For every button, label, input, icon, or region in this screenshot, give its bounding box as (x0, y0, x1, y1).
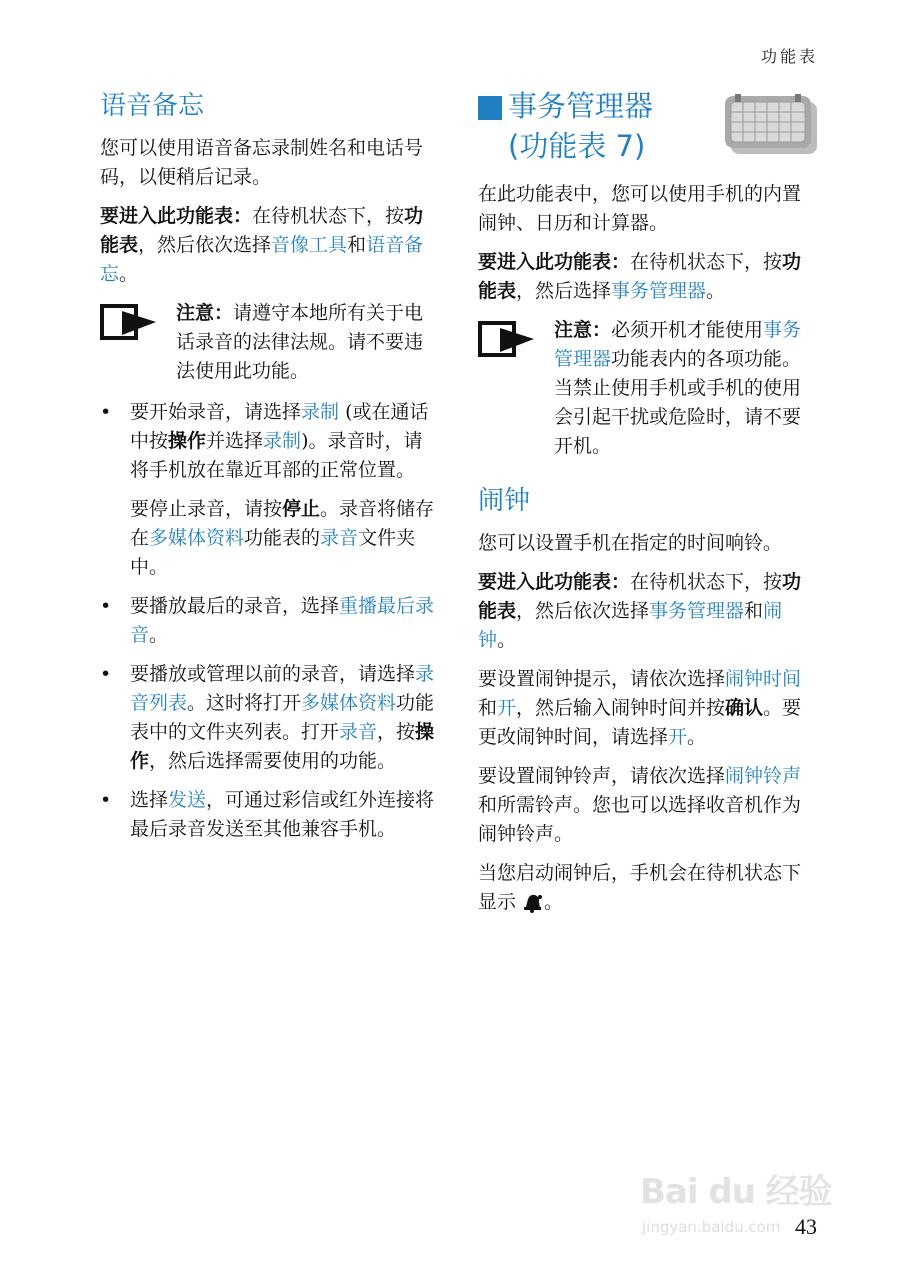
text: ，按 (377, 721, 416, 743)
text: ，然后依次选择 (516, 600, 650, 622)
note-label: 注意： (176, 302, 234, 324)
link-voice-memo[interactable]: 语音备忘 (100, 234, 424, 285)
text: ，然后依次选择 (138, 234, 272, 256)
text: 要播放或管理以前的录音，请选择 (130, 663, 416, 685)
stop-recording-text (100, 495, 440, 582)
link-organizer[interactable]: 事务管理器 (649, 600, 745, 622)
link-send[interactable]: 发送 (168, 789, 207, 811)
text: 并选择 (206, 430, 264, 452)
voice-memo-list-2 (100, 592, 440, 844)
link-media-tools[interactable]: 音像工具 (271, 234, 348, 256)
menu-key: 功能表 (478, 251, 802, 302)
alarm-set-time (478, 665, 818, 752)
page-header: 功能表 (760, 47, 818, 66)
text: 文件夹中。 (130, 527, 416, 578)
enter-menu-label: 要进入此功能表： (100, 205, 253, 227)
title-square-icon (478, 96, 502, 120)
text: 功能表中的文件夹列表。打开 (130, 692, 435, 743)
text: 。要更改闹钟时间，请选择 (478, 697, 802, 748)
note-box (100, 299, 440, 386)
text (130, 592, 440, 650)
section-title-voice-memo: 语音备忘 (100, 91, 205, 121)
enter-menu-label: 要进入此功能表： (478, 571, 631, 593)
text (130, 660, 440, 776)
text: 和所需铃声。您也可以选择收音机作为闹钟铃声。 (478, 794, 802, 845)
baidu-watermark (640, 1140, 850, 1250)
list-item (100, 592, 440, 650)
menu-key: 功能表 (100, 205, 424, 256)
link-recording-list[interactable]: 录音列表 (130, 663, 435, 714)
organizer-enter-menu (478, 248, 818, 306)
text: 功能表内的各项功能。当禁止使用手机或手机的使用会引起干扰或危险时，请不要开机。 (554, 348, 802, 457)
text: 。 (687, 726, 707, 748)
voice-memo-list (100, 398, 440, 485)
text: 选择 (130, 789, 169, 811)
text: 请遵守本地所有关于电话录音的法律法规。请不要违法使用此功能。 (176, 302, 424, 382)
note-label: 注意： (554, 319, 612, 341)
link-alarm-time[interactable]: 闹钟时间 (725, 668, 802, 690)
text: 要停止录音，请按 (130, 498, 283, 520)
voice-memo-enter-menu (100, 202, 440, 289)
link-on[interactable]: 开 (668, 726, 688, 748)
note-text (554, 316, 818, 461)
link-organizer[interactable]: 事务管理器 (611, 280, 707, 302)
stop-key: 停止 (282, 498, 321, 520)
text: (或在通话中按 (130, 401, 429, 452)
list-item (100, 660, 440, 776)
list-item (100, 398, 440, 485)
calendar-icon (725, 94, 820, 156)
text: 要播放最后的录音，选择 (130, 595, 340, 617)
link-on[interactable]: 开 (497, 697, 517, 719)
text: )。录音时，请将手机放在靠近耳部的正常位置。 (130, 430, 423, 481)
link-recordings[interactable]: 录音 (339, 721, 378, 743)
text: 。录音将储存在 (130, 498, 435, 549)
ok-key: 确认 (725, 697, 764, 719)
text: 。这时将打开 (187, 692, 302, 714)
text: ，然后选择需要使用的功能。 (149, 750, 397, 772)
text: 必须开机才能使用 (611, 319, 764, 341)
text: 在待机状态下，按 (630, 571, 783, 593)
watermark-logo: Bai du 经验 (640, 1172, 832, 1212)
text: ，然后选择 (516, 280, 612, 302)
text: ，然后输入闹钟时间并按 (516, 697, 726, 719)
text: 要开始录音，请选择 (130, 401, 302, 423)
text: 当您启动闹钟后，手机会在待机状态下显示 (478, 862, 802, 913)
list-item (100, 786, 440, 844)
link-record[interactable]: 录制 (301, 401, 340, 423)
options-key: 操作 (130, 721, 435, 772)
text: 。 (706, 280, 726, 302)
text: 要设置闹钟提示，请依次选择 (478, 668, 726, 690)
link-alarm[interactable]: 闹钟 (478, 600, 783, 651)
alarm-bell-icon (522, 893, 544, 913)
note-text (176, 299, 440, 386)
link-replay-last[interactable]: 重播最后录音 (130, 595, 435, 646)
right-column (478, 88, 818, 927)
text: 。 (119, 263, 139, 285)
text: 在待机状态下，按 (252, 205, 405, 227)
organizer-title: 事务管理器 (508, 89, 654, 123)
watermark-url: jingyan.baidu.com (642, 1218, 781, 1236)
link-record[interactable]: 录制 (263, 430, 302, 452)
text: 和 (347, 234, 367, 256)
voice-memo-intro: 您可以使用语音备忘录制姓名和电话号码，以便稍后记录。 (100, 137, 424, 188)
link-gallery[interactable]: 多媒体资料 (149, 527, 245, 549)
left-column (100, 88, 440, 854)
page-number: 43 (795, 1214, 817, 1239)
note-box (478, 316, 818, 461)
enter-menu-label: 要进入此功能表： (478, 251, 631, 273)
link-organizer[interactable]: 事务管理器 (554, 319, 802, 370)
text: 和 (478, 697, 498, 719)
note-icon (100, 303, 158, 341)
text: 。 (149, 624, 169, 646)
alarm-intro: 您可以设置手机在指定的时间响铃。 (478, 532, 783, 554)
menu-key: 功能表 (478, 571, 802, 622)
link-alarm-tone[interactable]: 闹钟铃声 (725, 765, 802, 787)
alarm-enter-menu (478, 568, 818, 655)
section-title-alarm: 闹钟 (478, 486, 531, 516)
text: 功能表的 (244, 527, 321, 549)
organizer-intro: 在此功能表中，您可以使用手机的内置闹钟、日历和计算器。 (478, 183, 802, 234)
text: 要设置闹钟铃声，请依次选择 (478, 765, 726, 787)
alarm-indicator-text (478, 859, 818, 917)
link-recordings[interactable]: 录音 (320, 527, 359, 549)
alarm-set-tone (478, 762, 818, 849)
text: 和 (744, 600, 764, 622)
text (130, 786, 440, 844)
organizer-title-block (478, 88, 818, 168)
options-key: 操作 (168, 430, 207, 452)
text: ，可通过彩信或红外连接将最后录音发送至其他兼容手机。 (130, 789, 435, 840)
organizer-menu-number: (功能表 7) (508, 129, 646, 163)
text (130, 398, 440, 485)
text: 在待机状态下，按 (630, 251, 783, 273)
note-icon (478, 320, 536, 358)
text: 。 (497, 629, 517, 651)
text: 。 (544, 891, 564, 913)
link-gallery[interactable]: 多媒体资料 (301, 692, 397, 714)
